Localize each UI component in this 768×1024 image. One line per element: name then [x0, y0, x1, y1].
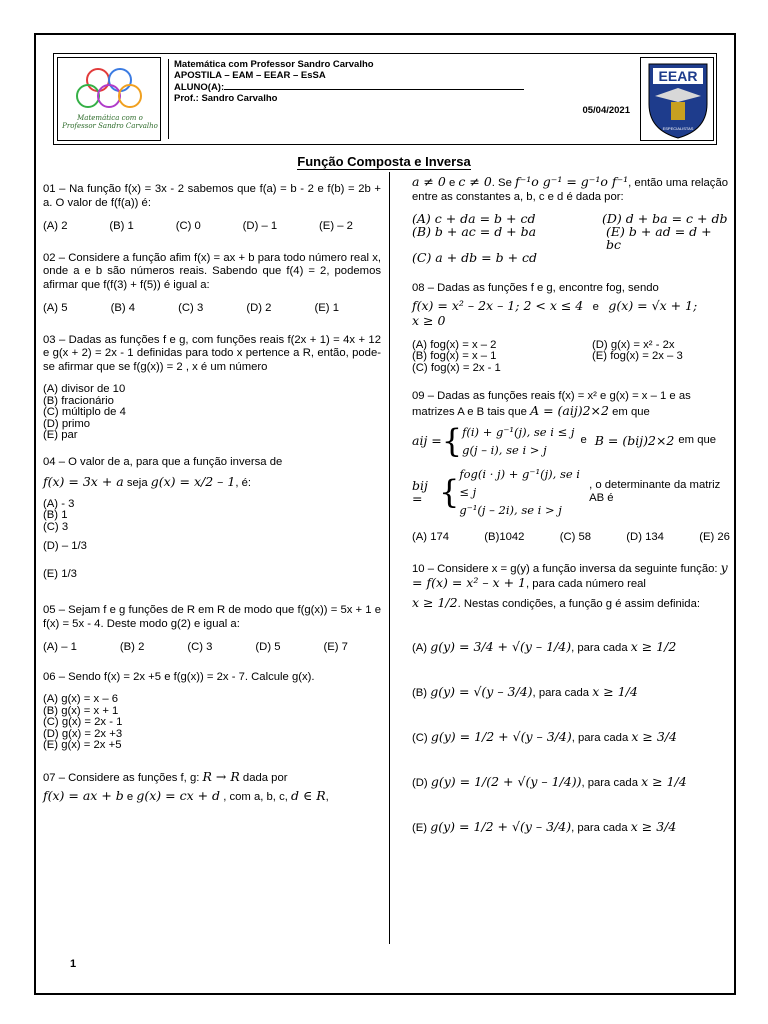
q06-text: 06 – Sendo f(x) = 2x +5 e f(g(x)) = 2x - 7. Calcule g(x). — [43, 670, 315, 683]
q06-opt-d[interactable]: (D) g(x) = 2x +3 — [43, 727, 123, 740]
q04-end: , é: — [235, 477, 252, 489]
q07-g: g(x) = cx + d — [136, 788, 221, 803]
q09-options — [412, 531, 730, 545]
q09-opt-e[interactable]: (E) 26 — [699, 531, 730, 543]
q07-opt-e[interactable]: (E) b + ad = d + bc — [606, 224, 712, 252]
q05-opt-b[interactable]: (B) 2 — [119, 641, 145, 653]
q05-options — [43, 641, 348, 655]
q08-opt-a[interactable]: (A) fog(x) = x – 2 — [412, 338, 497, 351]
q01-opt-d[interactable]: (D) – 1 — [242, 220, 278, 232]
q07-text: 07 – Considere as funções f, g: R → R dada por — [43, 768, 288, 784]
q07-formulas: f(x) = ax + b e g(x) = cx + d , com a, b, c, d ∈ R, — [43, 788, 329, 803]
q06-opt-e[interactable]: (E) g(x) = 2x +5 — [43, 739, 122, 751]
q08-formula: f(x) = x² – 2x – 1; 2 < x ≤ 4 e g(x) = √x + 1; — [412, 297, 698, 313]
q04-seja: seja — [126, 477, 148, 489]
aluno-label: ALUNO(A): — [174, 82, 225, 93]
q01-opt-b[interactable]: (B) 1 — [109, 220, 134, 232]
q02-text: 02 – Considere a função afim f(x) = ax + b para todo número real x, onde a e b são números reais. Sabendo que f(4) = 2, podemos afirmar que f(f(3) + f(5)) é igual a: — [43, 251, 381, 291]
brace-icon: { — [441, 422, 463, 460]
q10-text: 10 – Considere x = g(y) a função inversa da seguinte função: y = f(x) = x² – x + 1, para cada número real — [412, 559, 728, 590]
q03-text: 03 – Dadas as funções f e g, com funções reais f(2x + 1) = 4x + 12 e g(x + 2) = 2x - 1 definidas para todo x pertence a R, então, pode-se afirmar que se f(g(x)) = 2 , x é um número — [43, 333, 381, 373]
page-number: 1 — [70, 958, 77, 970]
logo-caption: Matemática com o Professor Sandro Carvalho — [62, 114, 158, 130]
q08-opt-d[interactable]: (D) g(x) = x² - 2x — [592, 338, 675, 351]
q07-d: d ∈ R — [291, 788, 326, 803]
header-line2: APOSTILA – EAM – EEAR – EsSA — [174, 70, 326, 81]
q10-cond: x ≥ 1/2. Nestas condições, a função g é assim definida: — [412, 594, 700, 610]
q03-opt-c[interactable]: (C) múltiplo de 4 — [43, 406, 126, 418]
q05-text: 05 – Sejam f e g funções de R em R de modo que f(g(x)) = 5x + 1 e f(x) = 5x - 4. Deste modo g(2) e igual a: — [43, 604, 381, 630]
q01-opt-c[interactable]: (C) 0 — [175, 220, 201, 232]
right-column — [412, 175, 730, 850]
q04-f: f(x) = 3x + a — [43, 474, 124, 489]
q09-opt-a[interactable]: (A) 174 — [412, 531, 450, 543]
q02-opt-e[interactable]: (E) 1 — [314, 302, 339, 314]
page-title: Função Composta e Inversa — [297, 154, 471, 169]
header-text — [168, 59, 638, 139]
date: 05/04/2021 — [582, 105, 630, 116]
q10-opt-c[interactable]: (C) g(y) = 1/2 + √(y – 3/4), para cada x ≥ 3/4 — [412, 729, 677, 744]
q07-options — [412, 212, 730, 266]
q04-opt-b[interactable]: (B) 1 — [43, 509, 68, 521]
eear-motto: ESPECIALISTAS — [662, 126, 694, 131]
q04-options — [43, 499, 381, 581]
q08-opt-b[interactable]: (B) fog(x) = x – 1 — [412, 350, 497, 362]
q10-opt-d[interactable]: (D) g(y) = 1/(2 + √(y – 1/4)), para cada x ≥ 1/4 — [412, 774, 687, 789]
q07-opt-c[interactable]: (C) a + db = b + cd — [412, 250, 538, 265]
q04-opt-e[interactable]: (E) 1/3 — [43, 567, 77, 580]
q02-opt-d[interactable]: (D) 2 — [246, 302, 272, 314]
q07-opt-d[interactable]: (D) d + ba = c + db — [602, 211, 728, 226]
q05-opt-a[interactable]: (A) – 1 — [43, 641, 77, 653]
q10-opt-b[interactable]: (B) g(y) = √(y – 3/4), para cada x ≥ 1/4 — [412, 684, 638, 699]
q09-opt-b[interactable]: (B)1042 — [484, 531, 525, 543]
q08-opt-c[interactable]: (C) fog(x) = 2x - 1 — [412, 361, 501, 374]
q02-opt-a[interactable]: (A) 5 — [43, 302, 68, 314]
prof-line: Prof.: Sandro Carvalho — [174, 93, 278, 104]
q06-opt-c[interactable]: (C) g(x) = 2x - 1 — [43, 716, 123, 728]
q01-opt-e[interactable]: (E) – 2 — [319, 220, 353, 232]
q04-opt-a[interactable]: (A) - 3 — [43, 497, 75, 510]
q05-opt-d[interactable]: (D) 5 — [255, 641, 281, 653]
q04-g: g(x) = x/2 – 1 — [150, 474, 236, 489]
eear-text: EEAR — [658, 68, 698, 84]
q09-bij: bij = { fog(i · j) + g⁻¹(j), se i ≤ j g⁻¹(j – 2i), se i > j , o determinante da matriz AB é — [412, 467, 721, 517]
q03-opt-a[interactable]: (A) divisor de 10 — [43, 383, 126, 395]
q05-opt-c[interactable]: (C) 3 — [187, 641, 213, 653]
eear-logo — [640, 57, 714, 141]
q07-opt-b[interactable]: (B) b + ac = d + ba — [412, 224, 537, 239]
q07-cont: a ≠ 0 e c ≠ 0. Se f⁻¹o g⁻¹ = g⁻¹o f⁻¹, então uma relação entre as constantes a, b, c e d é dada por: — [412, 174, 729, 203]
q06-options — [43, 694, 381, 752]
q07-rr: R → R — [202, 768, 240, 784]
q03-opt-d[interactable]: (D) primo — [43, 417, 91, 430]
q10-options — [412, 625, 730, 850]
q02-opt-b[interactable]: (B) 4 — [110, 302, 136, 314]
eear-shield-icon — [641, 58, 715, 142]
q09-text: 09 – Dadas as funções reais f(x) = x² e g(x) = x – 1 e as matrizes A e B tais que A = (aij)2×2 em que — [412, 390, 691, 418]
q07-inverse-relation: f⁻¹o g⁻¹ = g⁻¹o f⁻¹ — [515, 174, 629, 189]
q09-opt-c[interactable]: (C) 58 — [559, 531, 592, 543]
q03-opt-b[interactable]: (B) fracionário — [43, 394, 114, 407]
header-line1: Matemática com Professor Sandro Carvalho — [174, 59, 374, 70]
q07-opt-a[interactable]: (A) c + da = b + cd — [412, 211, 536, 226]
brace-icon: { — [439, 473, 460, 511]
q02-options — [43, 302, 339, 316]
q08-opt-e[interactable]: (E) fog(x) = 2x – 3 — [592, 350, 683, 362]
q08-domain: x ≥ 0 — [412, 313, 446, 328]
column-divider — [389, 172, 390, 944]
aluno-fill-line[interactable] — [224, 81, 524, 90]
q04-text: 04 – O valor de a, para que a função inversa de — [43, 455, 283, 468]
left-column — [43, 183, 381, 805]
q01-options — [43, 220, 353, 234]
header — [53, 53, 717, 145]
q06-opt-b[interactable]: (B) g(x) = x + 1 — [43, 704, 119, 717]
q09-opt-d[interactable]: (D) 134 — [626, 531, 664, 543]
q04-opt-d[interactable]: (D) – 1/3 — [43, 540, 87, 552]
q04-opt-c[interactable]: (C) 3 — [43, 520, 69, 533]
q03-opt-e[interactable]: (E) par — [43, 429, 78, 441]
q08-options — [412, 340, 730, 375]
q10-opt-e[interactable]: (E) g(y) = 1/2 + √(y – 3/4), para cada x ≥ 3/4 — [412, 819, 677, 834]
q08-text: 08 – Dadas as funções f e g, encontre fog, sendo — [412, 282, 659, 294]
q03-options — [43, 384, 381, 442]
aluno-row — [174, 81, 638, 93]
q05-opt-e[interactable]: (E) 7 — [323, 641, 348, 653]
q10-opt-a[interactable]: (A) g(y) = 3/4 + √(y – 1/4), para cada x ≥ 1/2 — [412, 639, 677, 654]
q07-f: f(x) = ax + b — [43, 788, 124, 803]
q01-opt-a[interactable]: (A) 2 — [43, 220, 68, 232]
q01-text: 01 – Na função f(x) = 3x - 2 sabemos que f(a) = b - 2 e f(b) = 2b + a. O valor de f(f(a)) é: — [43, 183, 381, 209]
math-logo — [57, 57, 161, 141]
q04-formula — [43, 475, 381, 491]
q06-opt-a[interactable]: (A) g(x) = x – 6 — [43, 693, 119, 705]
q02-opt-c[interactable]: (C) 3 — [178, 302, 204, 314]
q09-aij: aij = { f(i) + g⁻¹(j), se i ≤ j g(j – i), se i > j e B = (bij)2×2 em que — [412, 422, 717, 460]
